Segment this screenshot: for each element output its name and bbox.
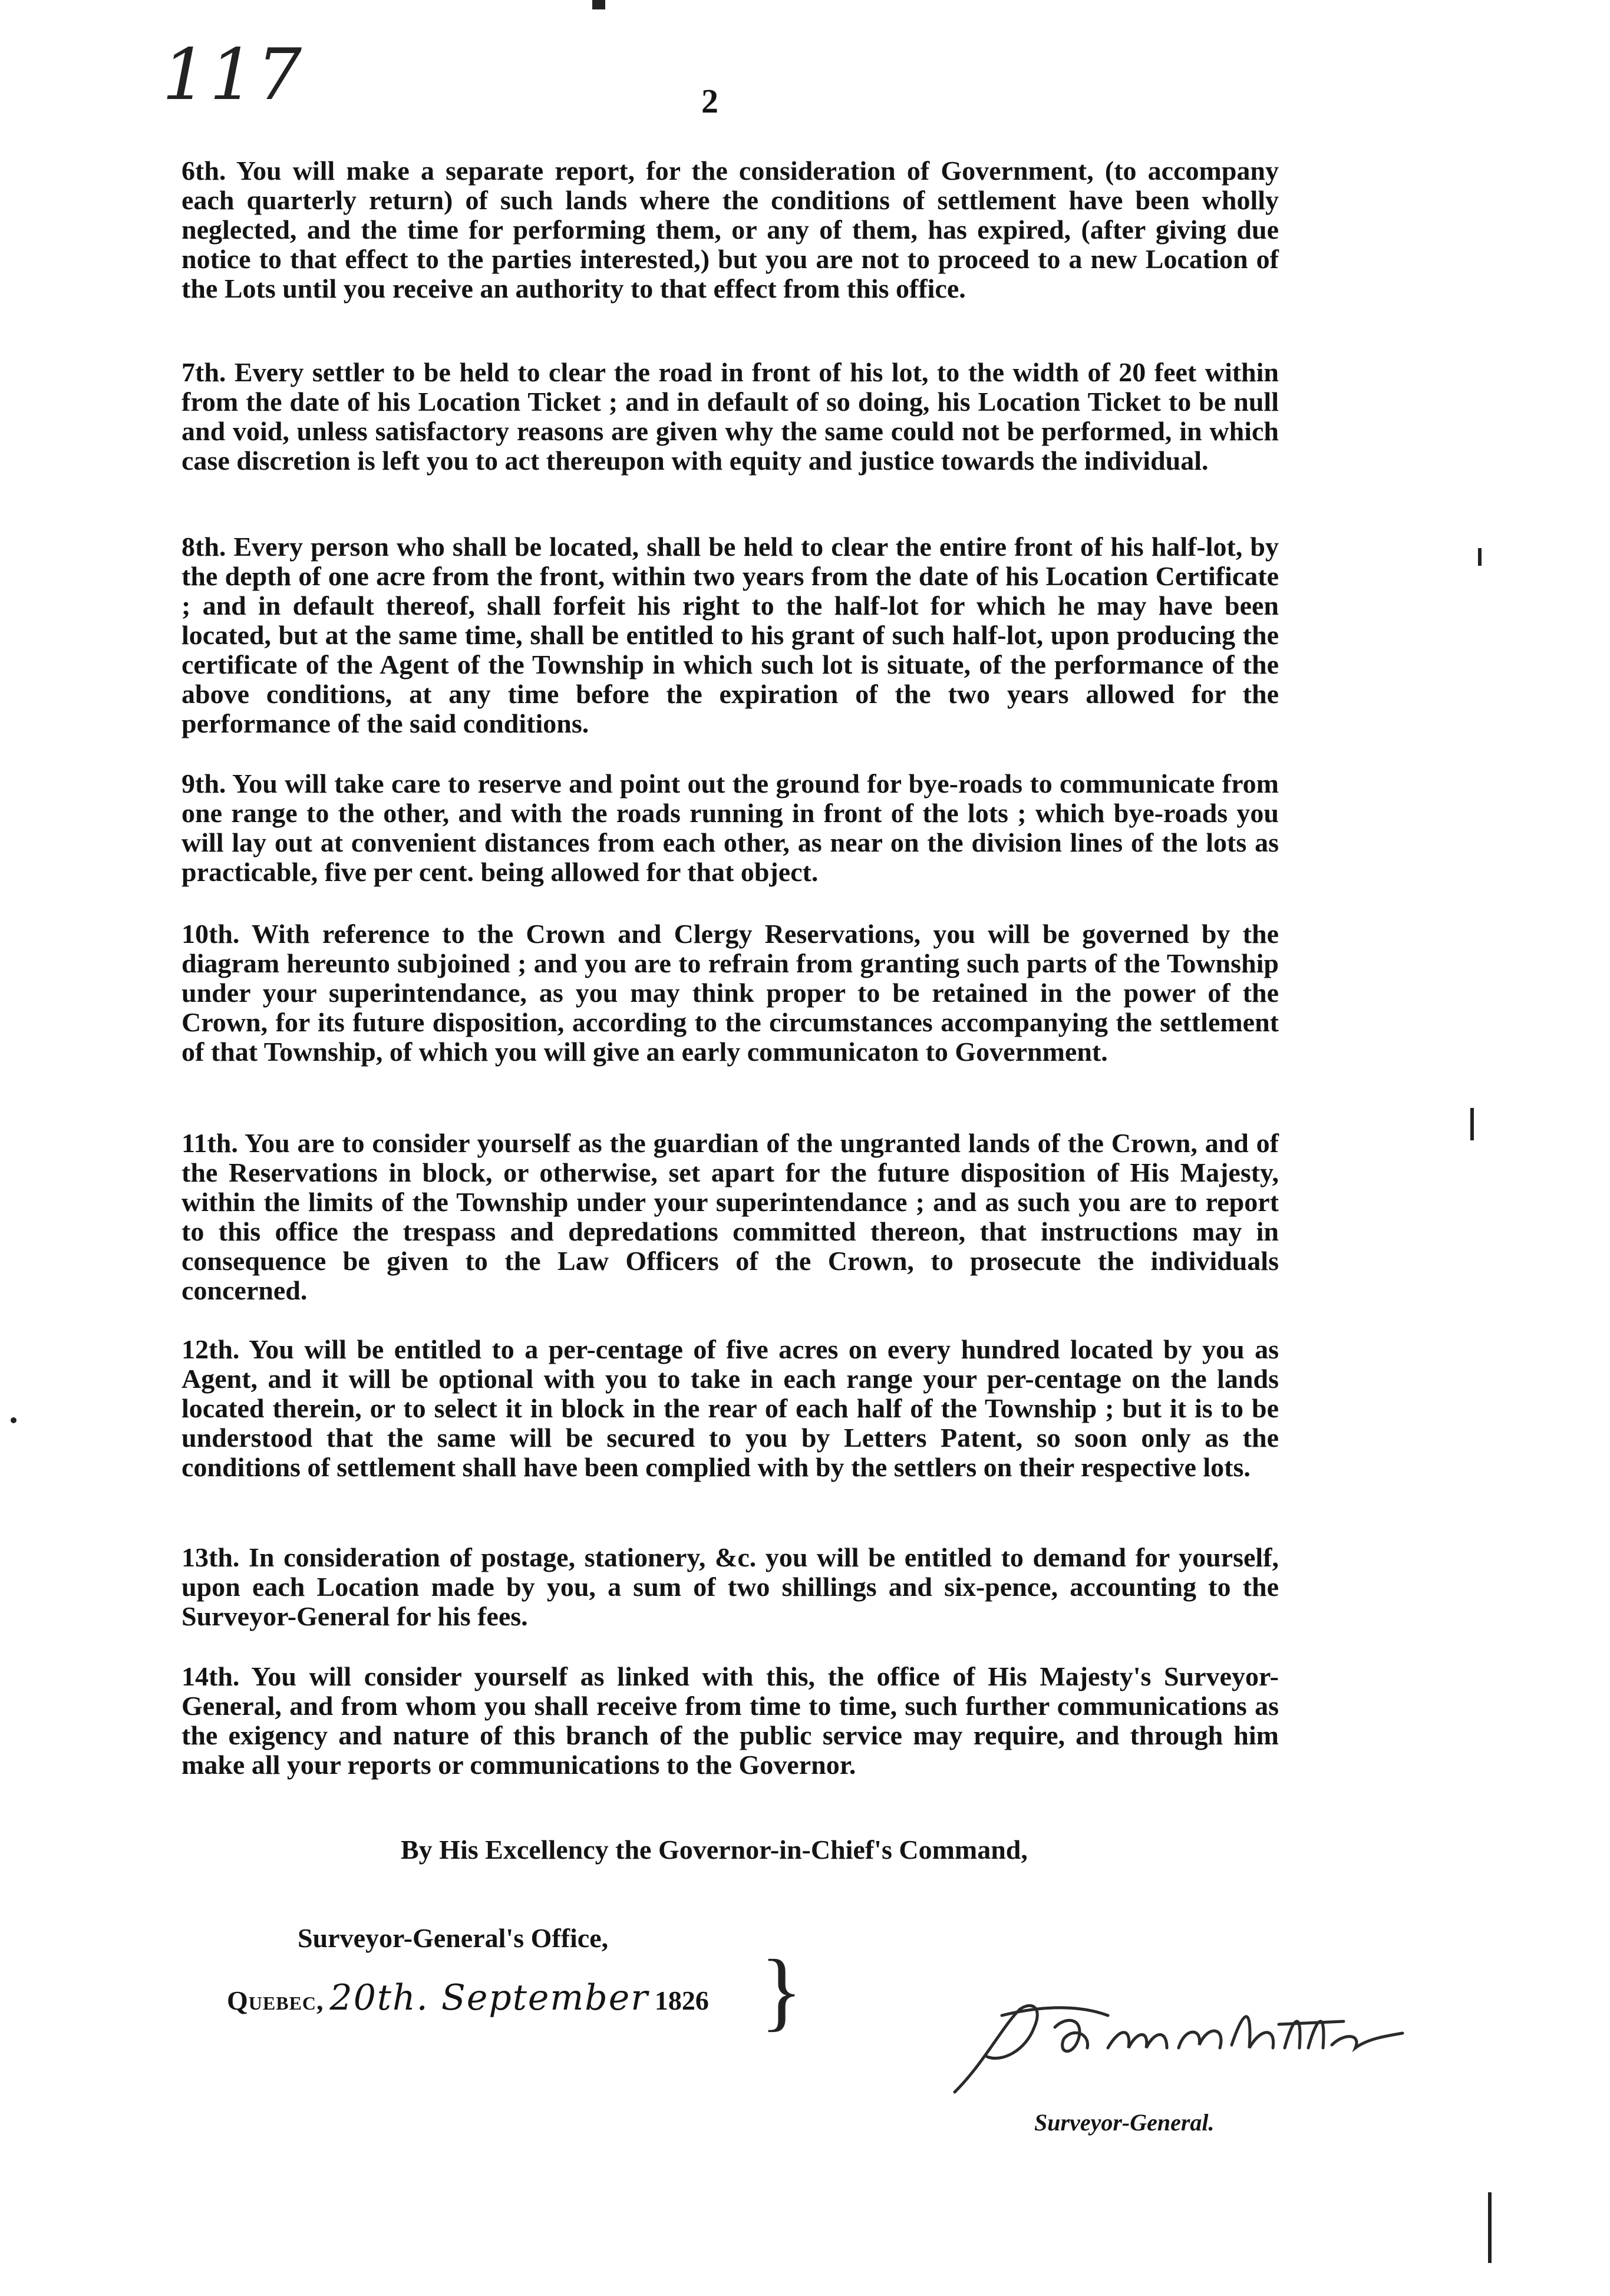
paragraph-10th: 10th. With reference to the Crown and Clergy Reservations, you will be governed by the diagram hereunto subjoined ; and you are to refrain from granting such parts of the Township under your superintendance, as you may think proper to be retained in the power of the Crown, for its future disposition, according to the circumstances accompanying the settlement of that Township, of which you will give an early communicaton to Government. xyxy=(182,919,1279,1067)
margin-mark xyxy=(1488,2192,1492,2263)
paragraph-11th: 11th. You are to consider yourself as the guardian of the ungranted lands of the Crown, and of the Reservations in block, or otherwise, set apart for the future disposition of His Majesty, within the limits of the Township under your superintendance ; and as such you are to report to this office the trespass and depredations committed thereon, that instructions may in consequence be given to the Law Officers of the Crown, to prosecute the individuals concerned. xyxy=(182,1128,1279,1305)
paragraph-12th: 12th. You will be entitled to a per-centage of five acres on every hundred located by you as Agent, and it will be optional with you to take in each range your per-centage on the lands located therein, or to select it in block in the rear of each half of the Township ; but it is to be understood that the same will be secured to you by Letters Patent, so soon only as the conditions of settlement shall have been complied with by the settlers on their respective lots. xyxy=(182,1334,1279,1482)
page-number: 2 xyxy=(701,82,718,120)
paragraph-8th: 8th. Every person who shall be located, shall be held to clear the entire front of his half-lot, by the depth of one acre from the front, within two years from the date of his Location Certificate ; and in default thereof, shall forfeit his right to the half-lot for which he may have been located, but at the same time, shall be entitled to his grant of such half-lot, upon producing the certificate of the Agent of the Township in which such lot is situate, of the performance of the above conditions, at any time before the expiration of the two years allowed for the performance of the said conditions. xyxy=(182,532,1279,738)
margin-dot xyxy=(11,1417,17,1423)
handwritten-date: 20th. September xyxy=(329,1977,649,2018)
paragraph-13th: 13th. In consideration of postage, stationery, &c. you will be entitled to demand for yourself, upon each Location made by you, a sum of two shillings and six-pence, accounting to the Surveyor-General for his fees. xyxy=(182,1542,1279,1631)
handwritten-reference-number: 117 xyxy=(162,34,305,116)
date-city: Quebec, xyxy=(227,1985,324,2015)
date-year: 1826 xyxy=(654,1985,709,2015)
command-line: By His Excellency the Governor-in-Chief's Command, xyxy=(401,1835,1028,1865)
office-line: Surveyor-General's Office, xyxy=(298,1923,609,1953)
signature-title: Surveyor-General. xyxy=(1034,2109,1215,2136)
handwritten-signature xyxy=(931,1992,1414,2098)
paragraph-9th: 9th. You will take care to reserve and point out the ground for bye-roads to communicate from one range to the other, and with the roads running in front of the lots ; which bye-roads you will lay out at convenient distances from each other, as near on the division lines of the lots as practicable, five per cent. being allowed for that object. xyxy=(182,768,1279,887)
margin-mark xyxy=(592,0,605,9)
date-line xyxy=(227,1977,709,2018)
margin-mark xyxy=(1478,548,1482,566)
margin-mark xyxy=(1470,1108,1474,1140)
paragraph-6th: 6th. You will make a separate report, for the consideration of Government, (to accompany each quarterly return) of such lands where the conditions of settlement have been wholly neglected, and the time for performing them, or any of them, has expired, (after giving due notice to that effect to the parties interested,) but you are not to proceed to a new Location of the Lots until you receive an authority to that effect from this office. xyxy=(182,156,1279,304)
paragraph-14th: 14th. You will consider yourself as linked with this, the office of His Majesty's Surveyor-General, and from whom you shall receive from time to time, such further communications as the exigency and nature of this branch of the public service may require, and through him make all your reports or communications to the Governor. xyxy=(182,1661,1279,1780)
brace-glyph: } xyxy=(760,1942,803,2040)
paragraph-7th: 7th. Every settler to be held to clear the road in front of his lot, to the width of 20 feet within from the date of his Location Ticket ; and in default of so doing, his Location Ticket to be null and void, unless satisfactory reasons are given why the same could not be performed, in which case discretion is left you to act thereupon with equity and justice towards the individual. xyxy=(182,357,1550,476)
